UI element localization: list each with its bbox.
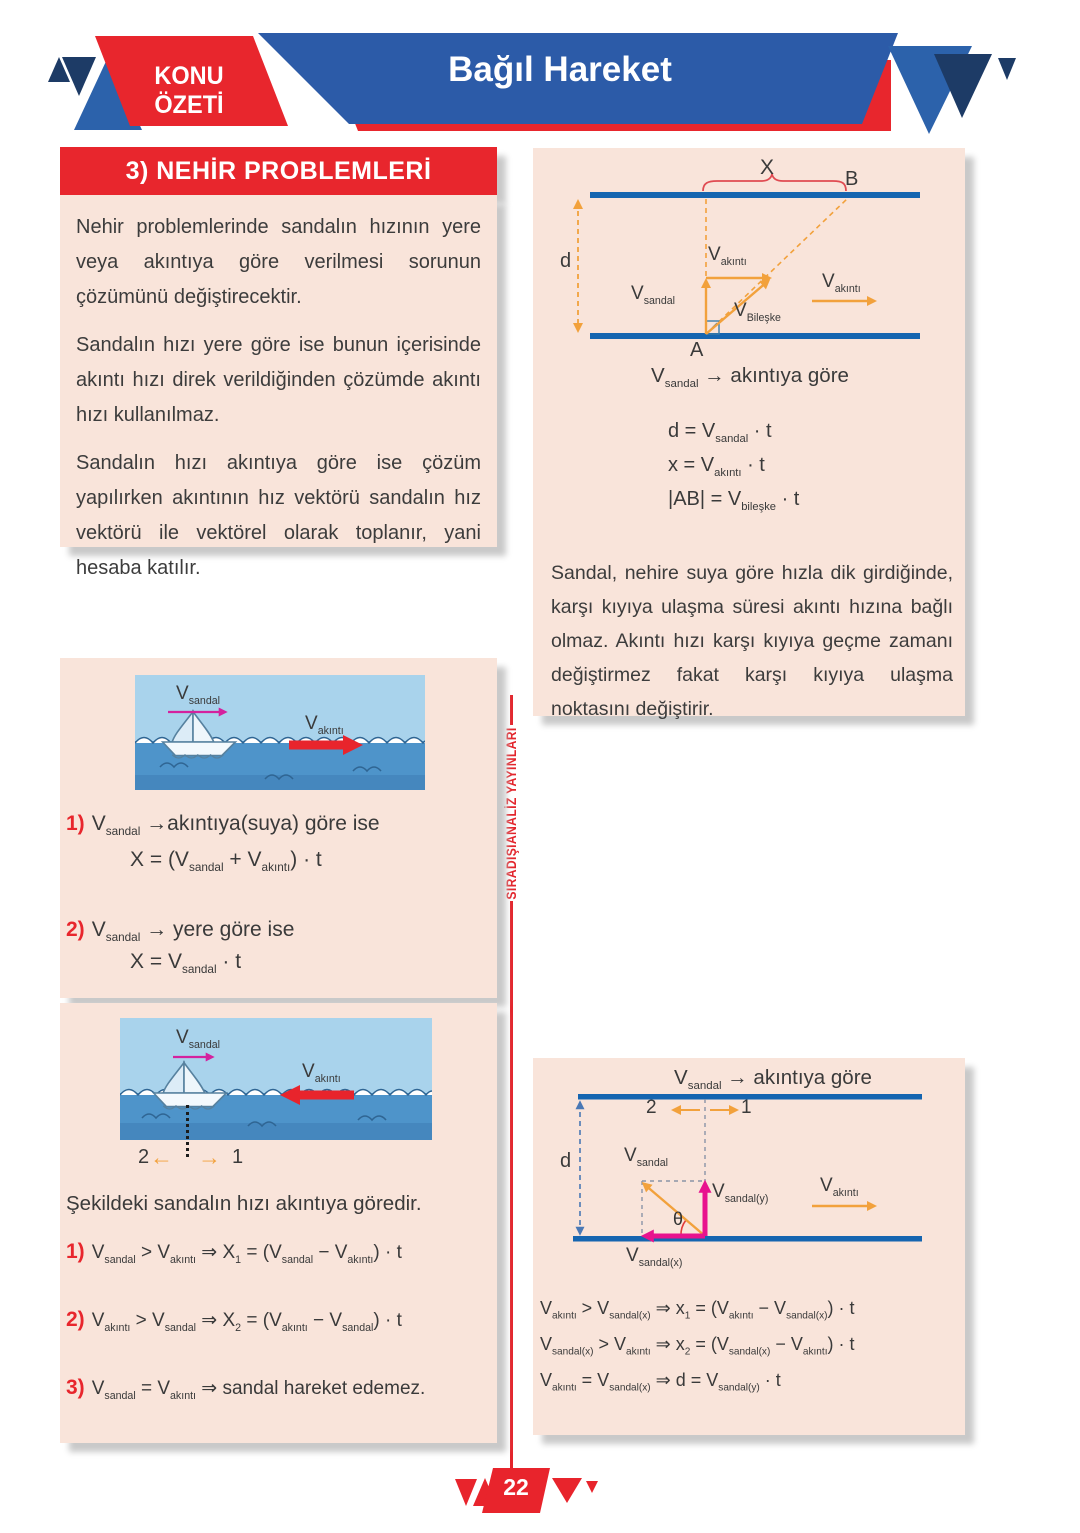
item-number: 1)	[66, 812, 85, 835]
formula: $V_{akıntı} = V_{sandal(x)}$ ⇒ $d = V_{sandal(y)} \cdot t$	[540, 1370, 781, 1394]
diagram2-title: $V_{sandal}$ → akıntıya göre	[674, 1066, 872, 1093]
right-direction-arrow: →	[198, 1144, 221, 1170]
example1-item1	[66, 812, 380, 839]
diagram1-paragraph: Sandal, nehire suya göre hızla dik girdiğinde, karşı kıyıya ulaşma süresi akıntı hızına bağlı olmaz. Akıntı hızı karşı kıyıya geçme zamanı değiştirmez fakat karşı kıyıya ulaşma noktasını değiştirir.	[551, 562, 953, 720]
item-formula: $V_{sandal} > V_{akıntı}$ ⇒ $X_1 = (V_{sandal} - V_{akıntı}) \cdot t$	[91, 1242, 402, 1266]
example2-caption: Şekildeki sandalın hızı akıntıya göredir.	[66, 1192, 422, 1215]
v-akinti-free-label: $V_{akıntı}$	[822, 271, 861, 295]
example1-item2	[66, 918, 295, 945]
footer-triangle	[586, 1481, 598, 1493]
section-title-label: 3) NEHİR PROBLEMLERİ	[125, 156, 432, 185]
v-akinti-label: $V_{akıntı}$	[302, 1061, 341, 1085]
intro-panel	[60, 195, 497, 579]
v-bileske-label: $V_{Bileşke}$	[734, 300, 781, 324]
direction-2-label: 2	[646, 1097, 657, 1118]
item-text: $V_{sandal}$ →akıntıya(suya) göre ise	[91, 812, 380, 839]
formula: $|AB| = V_{bileşke} \cdot t$	[668, 488, 800, 513]
diagram1-formulas	[668, 420, 799, 522]
distance-brace	[703, 174, 846, 191]
v-akinti-comp-label: $V_{akıntı}$	[708, 244, 747, 268]
paragraph: Sandalın hızı yere göre ise bunun içerisinde akıntı hızı direk verildiğinden çözümde akıntı hızı kullanılmaz.	[76, 334, 481, 426]
footer-triangle	[455, 1479, 477, 1506]
point-b-label: B	[845, 168, 859, 190]
v-sandal-x-label: $V_{sandal(x)}$	[626, 1245, 683, 1269]
v-sandal-label: $V_{sandal}$	[624, 1145, 668, 1169]
item-formula: $V_{akıntı} > V_{sandal}$ ⇒ $X_2 = (V_{akıntı} - V_{sandal}) \cdot t$	[91, 1310, 402, 1334]
example1-formula1: $X = (V_{sandal} + V_{akıntı}) \cdot t$	[130, 848, 322, 875]
example2-item1	[66, 1240, 402, 1264]
direction-2-label: 2	[138, 1146, 150, 1168]
item-number: 3)	[66, 1376, 85, 1399]
page-title-label: Bağıl Hareket	[448, 50, 672, 89]
sky	[120, 1018, 432, 1095]
item-formula: $V_{sandal} = V_{akıntı}$ ⇒ sandal hareket edemez.	[91, 1378, 426, 1402]
river-boat-illustration-2	[120, 1018, 432, 1140]
d-width-label: d	[560, 1150, 572, 1172]
item-number: 1)	[66, 1240, 85, 1263]
triangle-logo-right	[998, 58, 1016, 80]
diagram1-caption: $V_{sandal}$ → akıntıya göre	[651, 364, 849, 391]
direction-1-label: 1	[232, 1146, 244, 1168]
d-width-label: d	[560, 250, 572, 272]
river-bank-bottom	[573, 1236, 922, 1242]
point-a-label: A	[690, 339, 704, 361]
v-akinti-label: $V_{akıntı}$	[305, 713, 344, 737]
v-sandal-label: $V_{sandal}$	[176, 683, 220, 707]
left-direction-arrow: ←	[150, 1144, 173, 1170]
item-number: 2)	[66, 1308, 85, 1331]
v-sandal-label: $V_{sandal}$	[631, 283, 675, 307]
direction-1-label: 1	[741, 1097, 752, 1118]
paragraph: Nehir problemlerinde sandalın hızının yere veya akıntıya göre verilmesi sorunun çözümünü değiştirecektir.	[76, 216, 481, 308]
river-bank-bottom	[590, 333, 920, 339]
diagram2-formulas	[540, 1298, 855, 1406]
v-sandal-y-label: $V_{sandal(y)}$	[712, 1181, 769, 1205]
theta-label: θ	[673, 1209, 684, 1229]
item-number: 2)	[66, 918, 85, 941]
reference-dotted-line	[186, 1105, 189, 1157]
v-sandal-label: $V_{sandal}$	[176, 1027, 220, 1051]
example2-item3	[66, 1376, 425, 1400]
example1-formula2: $X = V_{sandal} \cdot t$	[130, 950, 242, 977]
river-bank-top	[590, 192, 920, 198]
section-title	[60, 147, 497, 195]
page-number: 22	[503, 1474, 529, 1500]
example2-item2	[66, 1308, 402, 1332]
konu-ozeti-badge	[117, 62, 262, 120]
publisher-name: SIRADIŞIANALİZ YAYINLARI	[504, 726, 520, 900]
formula: $x = V_{akıntı} \cdot t$	[668, 454, 765, 479]
formula: $V_{sandal(x)} > V_{akıntı}$ ⇒ $x_2 = (V_{sandal(x)} - V_{akıntı}) \cdot t$	[540, 1334, 855, 1358]
item-text: $V_{sandal}$ → yere göre ise	[91, 918, 295, 945]
paragraph: Sandalın hızı akıntıya göre ise çözüm yapılırken akıntının hız vektörü sandalın hız vektörü ile vektörel olarak toplanır, yani hesaba katılır.	[76, 452, 481, 579]
page-title	[300, 50, 820, 90]
v-akinti-label: $V_{akıntı}$	[820, 1175, 859, 1199]
footer-triangle	[552, 1478, 582, 1503]
badge-label: KONU ÖZETİ	[154, 62, 224, 119]
formula: $d = V_{sandal} \cdot t$	[668, 420, 772, 445]
formula: $V_{akıntı} > V_{sandal(x)}$ ⇒ $x_1 = (V_{akıntı} - V_{sandal(x)}) \cdot t$	[540, 1298, 855, 1322]
x-distance-label: X	[760, 156, 775, 179]
